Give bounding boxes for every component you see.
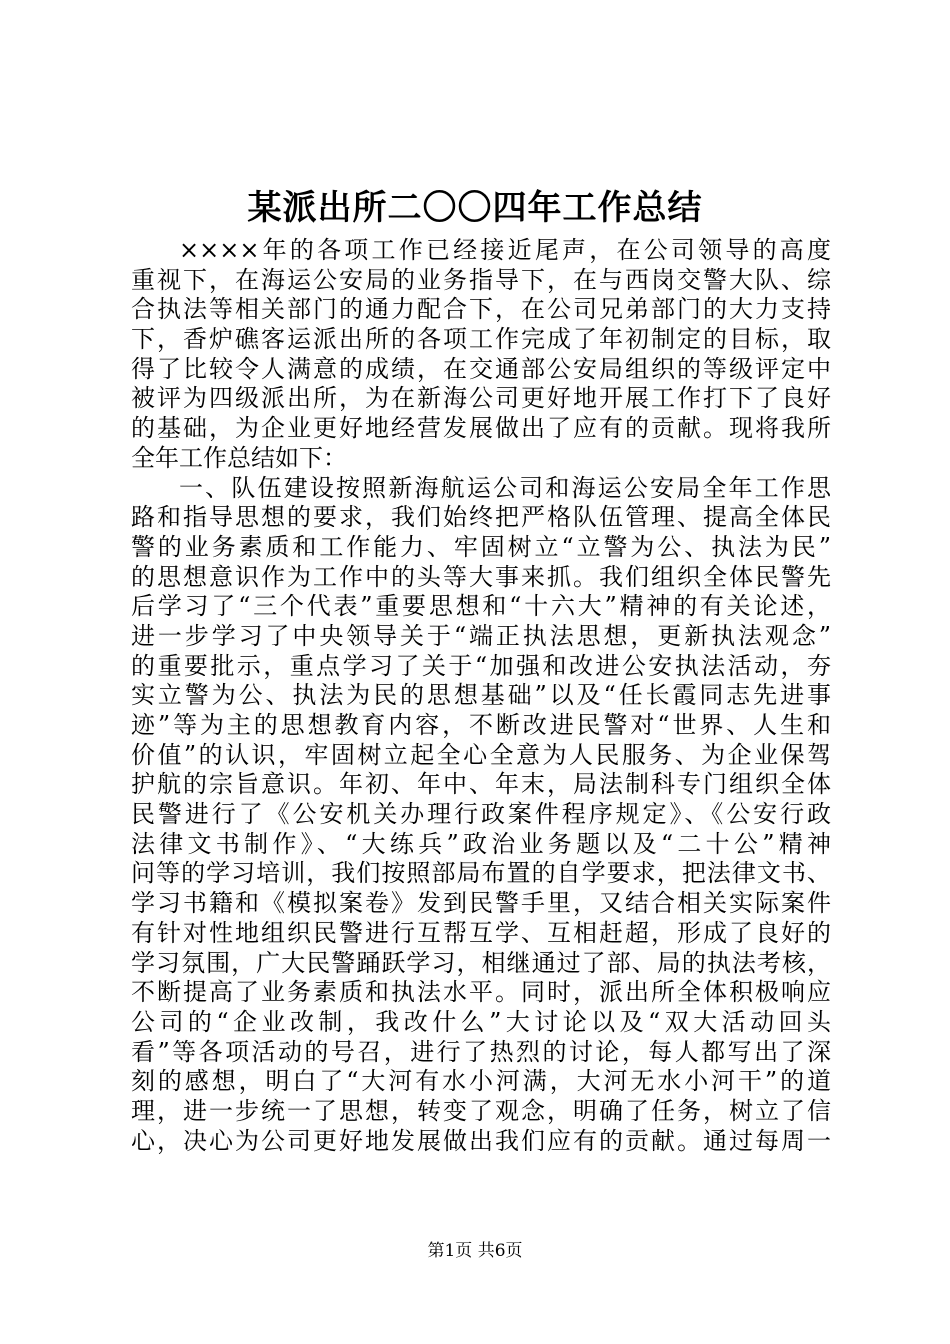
document-title: 某派出所二〇〇四年工作总结 xyxy=(247,188,703,228)
paragraph-line: 有针对性地组织民警进行互帮互学、互相赶超，形成了良好的 xyxy=(131,918,831,947)
paragraph-line: 被评为四级派出所，为在新海公司更好地开展工作打下了良好 xyxy=(131,384,831,413)
paragraph-line: 的基础，为企业更好地经营发展做出了应有的贡献。现将我所 xyxy=(131,414,831,443)
paragraph-line: 迹”等为主的思想教育内容，不断改进民警对“世界、人生和 xyxy=(131,711,831,739)
paragraph-line: 理，进一步统一了思想，转变了观念，明确了任务，树立了信 xyxy=(131,1096,831,1125)
paragraph-line: 路和指导思想的要求，我们始终把严格队伍管理、提高全体民 xyxy=(131,503,831,532)
paragraph-line: 看”等各项活动的号召，进行了热烈的讨论，每人都写出了深 xyxy=(131,1037,831,1066)
paragraph-line: 心，决心为公司更好地发展做出我们应有的贡献。通过每周一 xyxy=(131,1126,831,1155)
document-body xyxy=(131,236,831,1156)
paragraph-line: 得了比较令人满意的成绩，在交通部公安局组织的等级评定中 xyxy=(131,354,831,383)
paragraph-line: 价值”的认识，牢固树立起全心全意为人民服务、为企业保驾 xyxy=(131,740,831,769)
paragraph-line: 护航的宗旨意识。年初、年中、年末，局法制科专门组织全体 xyxy=(131,770,831,799)
paragraph-line: 重视下，在海运公安局的业务指导下，在与西岗交警大队、综 xyxy=(131,265,831,294)
paragraph-line: 后学习了“三个代表”重要思想和“十六大”精神的有关论述， xyxy=(131,592,831,621)
page-footer: 第1页 共6页 xyxy=(427,1241,523,1261)
paragraph-line: 法律文书制作》、“大练兵”政治业务题以及“二十公”精神 xyxy=(131,829,831,858)
paragraph-line: 全年工作总结如下： xyxy=(131,443,347,472)
paragraph-line: 的思想意识作为工作中的头等大事来抓。我们组织全体民警先 xyxy=(131,562,831,591)
paragraph-line: 不断提高了业务素质和执法水平。同时，派出所全体积极响应 xyxy=(131,978,831,1007)
paragraph-line: 实立警为公、执法为民的思想基础”以及“任长霞同志先进事 xyxy=(131,681,831,710)
paragraph-line: 公司的“企业改制，我改什么”大讨论以及“双大活动回头 xyxy=(131,1007,831,1036)
paragraph-line: 民警进行了《公安机关办理行政案件程序规定》、《公安行政 xyxy=(131,800,831,829)
paragraph-line: ××××年的各项工作已经接近尾声，在公司领导的高度 xyxy=(179,236,831,264)
paragraph-line: 警的业务素质和工作能力、牢固树立“立警为公、执法为民” xyxy=(131,532,831,561)
paragraph-line: 问等的学习培训，我们按照部局布置的自学要求，把法律文书、 xyxy=(131,859,831,888)
paragraph-line: 进一步学习了中央领导关于“端正执法思想，更新执法观念” xyxy=(131,621,831,650)
paragraph-line: 的重要批示，重点学习了关于“加强和改进公安执法活动，夯 xyxy=(131,651,831,680)
paragraph-line: 刻的感想，明白了“大河有水小河满，大河无水小河干”的道 xyxy=(131,1067,831,1096)
paragraph-line: 合执法等相关部门的通力配合下，在公司兄弟部门的大力支持 xyxy=(131,295,831,324)
paragraph-line: 学习氛围，广大民警踊跃学习，相继通过了部、局的执法考核， xyxy=(131,948,831,977)
paragraph-line: 下，香炉礁客运派出所的各项工作完成了年初制定的目标，取 xyxy=(131,325,831,354)
paragraph-line: 学习书籍和《模拟案卷》发到民警手里，又结合相关实际案件 xyxy=(131,889,831,918)
paragraph-line: 一、队伍建设按照新海航运公司和海运公安局全年工作思 xyxy=(179,473,831,502)
